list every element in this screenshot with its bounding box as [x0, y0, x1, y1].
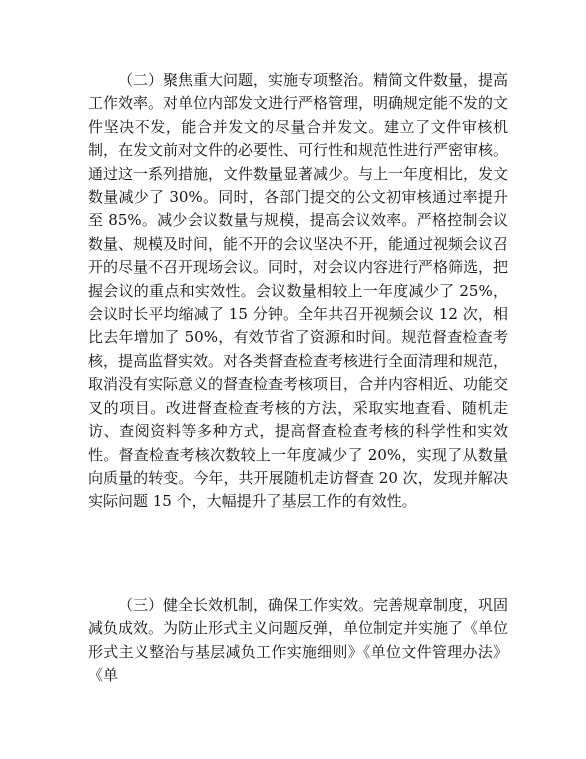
paragraph-section-two: （二）聚焦重大问题，实施专项整治。精简文件数量，提高工作效率。对单位内部发文进行严格管理，明确规定能不发的文件坚决不发，能合并发文的尽量合并发文。建立了文件审核机制，在发文前对文件的必要性、可行性和规范性进行严密审核。通过这一系列措施，文件数量显著减少。与上一年度相比，发文数量减少了 30%。同时，各部门提交的公文初审核通过率提升至 85%。减少会议数量与规模，提高会议效率。严格控制会议数量、规模及时间，能不开的会议坚决不开，能通过视频会议召开的尽量不召开现场会议。同时，对会议内容进行严格筛选，把握会议的重点和实效性。会议数量相较上一年度减少了 25%，会议时长平均缩减了 15 分钟。全年共召开视频会议 12 次，相比去年增加了 50%，有效节省了资源和时间。规范督查检查考核，提高监督实效。对各类督查检查考核进行全面清理和规范，取消没有实际意义的督查检查考核项目，合并内容相近、功能交叉的项目。改进督查检查考核的方法，采取实地查看、随机走访、查阅资料等多种方式，提高督查检查考核的科学性和实效性。督查检查考核次数较上一年度减少了 20%，实现了从数量向质量的转变。今年，共开展随机走访督查 20 次，发现并解决实际问题 15 个，大幅提升了基层工作的有效性。: [88, 71, 509, 511]
paragraph-section-three: （三）健全长效机制，确保工作实效。完善规章制度，巩固减负成效。为防止形式主义问题反弹，单位制定并实施了《单位形式主义整治与基层减负工作实施细则》《单位文件管理办法》《单: [88, 596, 509, 685]
